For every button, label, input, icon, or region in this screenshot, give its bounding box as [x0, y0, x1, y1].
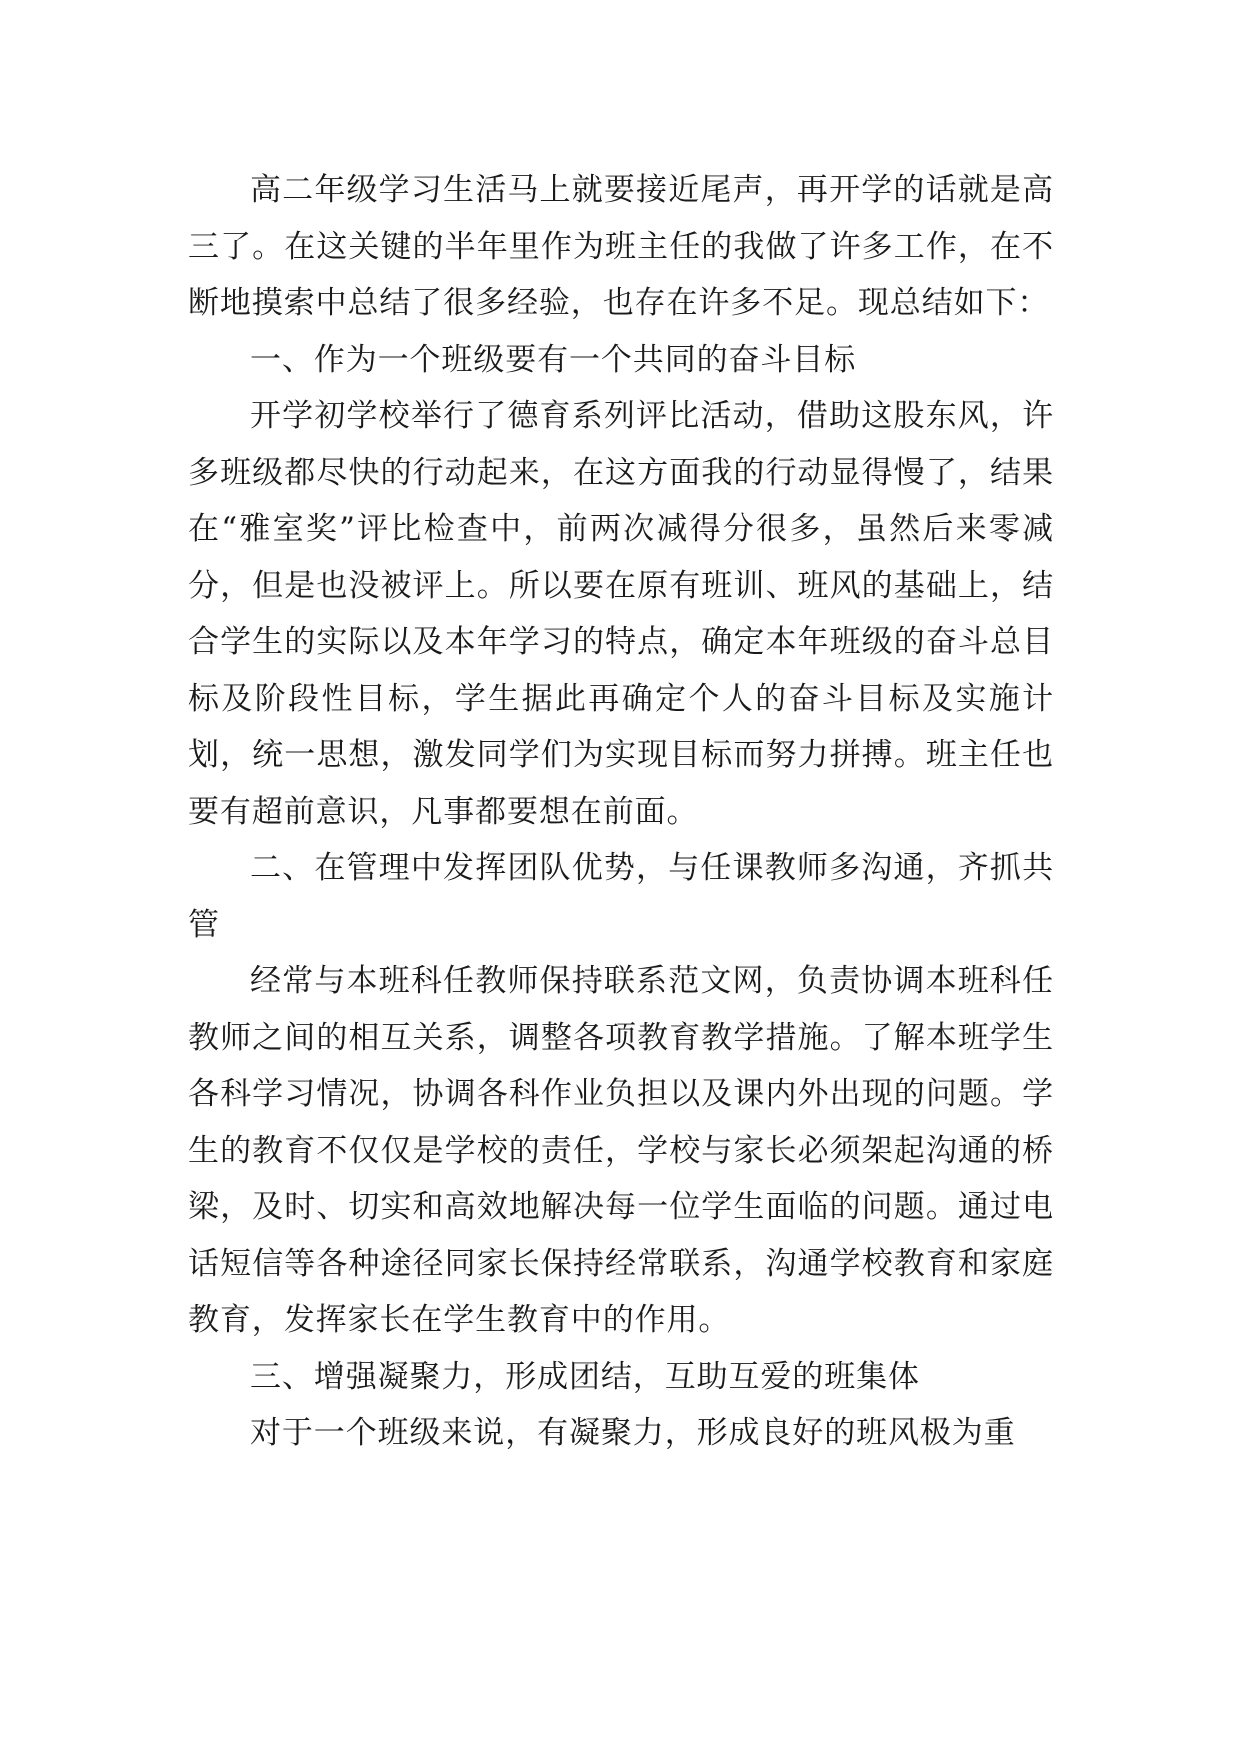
- section-heading-2: 二、在管理中发挥团队优势，与任课教师多沟通，齐抓共管: [188, 850, 1054, 943]
- section-heading-1: 一、作为一个班级要有一个共同的奋斗目标: [250, 341, 857, 378]
- section-2-paragraph: 经常与本班科任教师保持联系范文网，负责协调本班科任教师之间的相互关系，调整各项教育教学措施。了解本班学生各科学习情况，协调各科作业负担以及课内外出现的问题。学生的教育不仅仅是学校的责任，学校与家长必须架起沟通的桥梁，及时、切实和高效地解决每一位学生面临的问题。通过电话短信等各种途径同家长保持经常联系，沟通学校教育和家庭教育，发挥家长在学生教育中的作用。: [188, 963, 1054, 1338]
- section-heading-3: 三、增强凝聚力，形成团结，互助互爱的班集体: [250, 1358, 920, 1395]
- section-3-paragraph: 对于一个班级来说，有凝聚力，形成良好的班风极为重: [250, 1415, 1016, 1451]
- section-1-paragraph: 开学初学校举行了德育系列评比活动，借助这股东风，许多班级都尽快的行动起来，在这方面我的行动显得慢了，结果在“雅室奖”评比检查中，前两次减得分很多，虽然后来零减分，但是也没被评上。所以要在原有班训、班风的基础上，结合学生的实际以及本年学习的特点，确定本年班级的奋斗总目标及阶段性目标，学生据此再确定个人的奋斗目标及实施计划，统一思想，激发同学们为实现目标而努力拼搏。班主任也要有超前意识，凡事都要想在前面。: [188, 398, 1054, 830]
- document-page: [188, 162, 1054, 1462]
- intro-paragraph: 高二年级学习生活马上就要接近尾声，再开学的话就是高三了。在这关键的半年里作为班主任的我做了许多工作，在不断地摸索中总结了很多经验，也存在许多不足。现总结如下：: [188, 172, 1054, 321]
